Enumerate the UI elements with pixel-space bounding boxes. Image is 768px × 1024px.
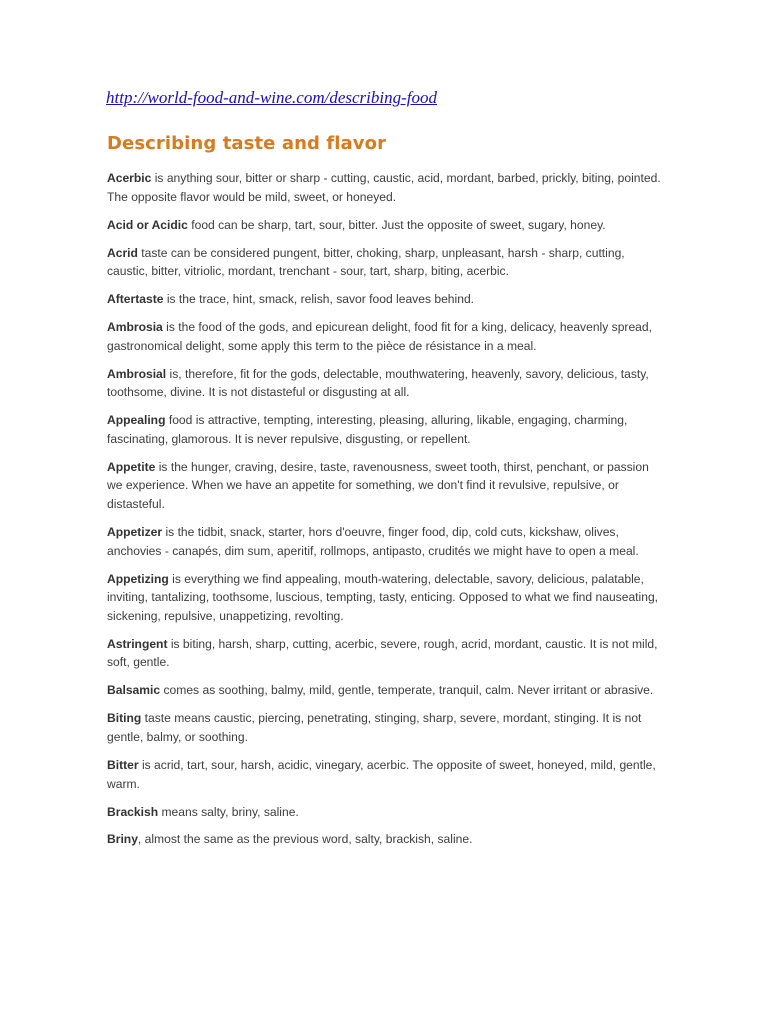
entry-definition: is the hunger, craving, desire, taste, ravenousness, sweet tooth, thirst, penchant, or passion we experience. When we have an appetite for something, we don't find it revulsive, repulsive, or distasteful. (107, 459, 649, 512)
entry-definition: is anything sour, bitter or sharp - cutting, caustic, acid, mordant, barbed, prickly, biting, pointed. The opposite flavor would be mild, sweet, or honeyed. (107, 171, 661, 204)
entry-definition: is acrid, tart, sour, harsh, acidic, vinegary, acerbic. The opposite of sweet, honeyed, mild, gentle, warm. (107, 757, 656, 791)
entry-definition: food is attractive, tempting, interesting, pleasing, alluring, likable, engaging, charming, fascinating, glamorous. It is never repulsive, disgusting, or repellent. (107, 413, 628, 446)
entry-term: Ambrosial (107, 366, 167, 381)
glossary-entry (107, 803, 667, 822)
glossary-entry (107, 681, 667, 700)
glossary-entry (107, 290, 667, 309)
entry-term: Appetizing (107, 571, 169, 586)
glossary-list (107, 169, 667, 858)
entry-definition: means salty, briny, saline. (158, 804, 299, 819)
entry-definition: taste can be considered pungent, bitter, choking, sharp, unpleasant, harsh - sharp, cutting, caustic, bitter, vitriolic, mordant, trenchant - sour, tart, sharp, biting, acerbic. (107, 245, 625, 279)
glossary-entry (107, 318, 667, 355)
glossary-entry (107, 169, 667, 206)
glossary-entry (107, 756, 667, 793)
glossary-entry (107, 216, 667, 235)
entry-term: Biting (107, 711, 142, 726)
entry-term: Appetizer (107, 525, 163, 540)
entry-term: Appealing (107, 413, 166, 428)
entry-term: Aftertaste (107, 292, 164, 307)
entry-definition: taste means caustic, piercing, penetrating, stinging, sharp, severe, mordant, stinging. It is not gentle, balmy, or soothing. (107, 711, 642, 744)
glossary-entry (107, 709, 667, 746)
entry-term: Brackish (107, 804, 159, 819)
glossary-entry (107, 570, 667, 626)
glossary-entry (107, 411, 667, 448)
page-title: Describing taste and flavor (107, 133, 387, 154)
glossary-entry (107, 458, 667, 514)
entry-definition: , almost the same as the previous word, salty, brackish, saline. (137, 832, 473, 847)
glossary-entry (107, 244, 667, 281)
entry-definition: comes as soothing, balmy, mild, gentle, temperate, tranquil, calm. Never irritant or abrasive. (160, 683, 654, 698)
source-link[interactable]: http://world-food-and-wine.com/describing-food (106, 88, 437, 107)
glossary-entry (107, 830, 667, 849)
entry-definition: food can be sharp, tart, sour, bitter. Just the opposite of sweet, sugary, honey. (187, 217, 606, 232)
glossary-entry (107, 365, 667, 402)
entry-term: Appetite (107, 459, 156, 474)
entry-term: Ambrosia (107, 320, 163, 335)
entry-term: Acerbic (107, 171, 152, 185)
entry-term: Acid or Acidic (107, 217, 188, 232)
glossary-entry (107, 635, 667, 672)
glossary-entry (107, 523, 667, 560)
entry-term: Acrid (107, 245, 138, 260)
entry-term: Astringent (107, 636, 168, 651)
entry-term: Balsamic (107, 683, 161, 698)
entry-definition: is, therefore, fit for the gods, delectable, mouthwatering, heavenly, savory, delicious, tasty, toothsome, divine. It is not distasteful or disgusting at all. (107, 366, 649, 400)
entry-term: Bitter (107, 757, 139, 772)
entry-definition: is everything we find appealing, mouth-watering, delectable, savory, delicious, palatable, inviting, tantalizing, toothsome, luscious, tempting, tasty, enticing. Opposed to what we find nauseating, sickening, repulsive, unappetizing, revolting. (107, 571, 659, 623)
entry-term: Briny (107, 832, 138, 847)
entry-definition: is the tidbit, snack, starter, hors d'oeuvre, finger food, dip, cold cuts, kickshaw, olives, anchovies - canapés, dim sum, aperitif, rollmops, antipasto, crudités we might have to open a meal. (107, 525, 639, 558)
entry-definition: is the trace, hint, smack, relish, savor food leaves behind. (163, 292, 475, 307)
entry-definition: is biting, harsh, sharp, cutting, acerbic, severe, rough, acrid, mordant, caustic. It is not mild, soft, gentle. (107, 636, 658, 670)
entry-definition: is the food of the gods, and epicurean delight, food fit for a king, delicacy, heavenly spread, gastronomical delight, some apply this term to the pièce de résistance in a meal. (107, 320, 652, 353)
